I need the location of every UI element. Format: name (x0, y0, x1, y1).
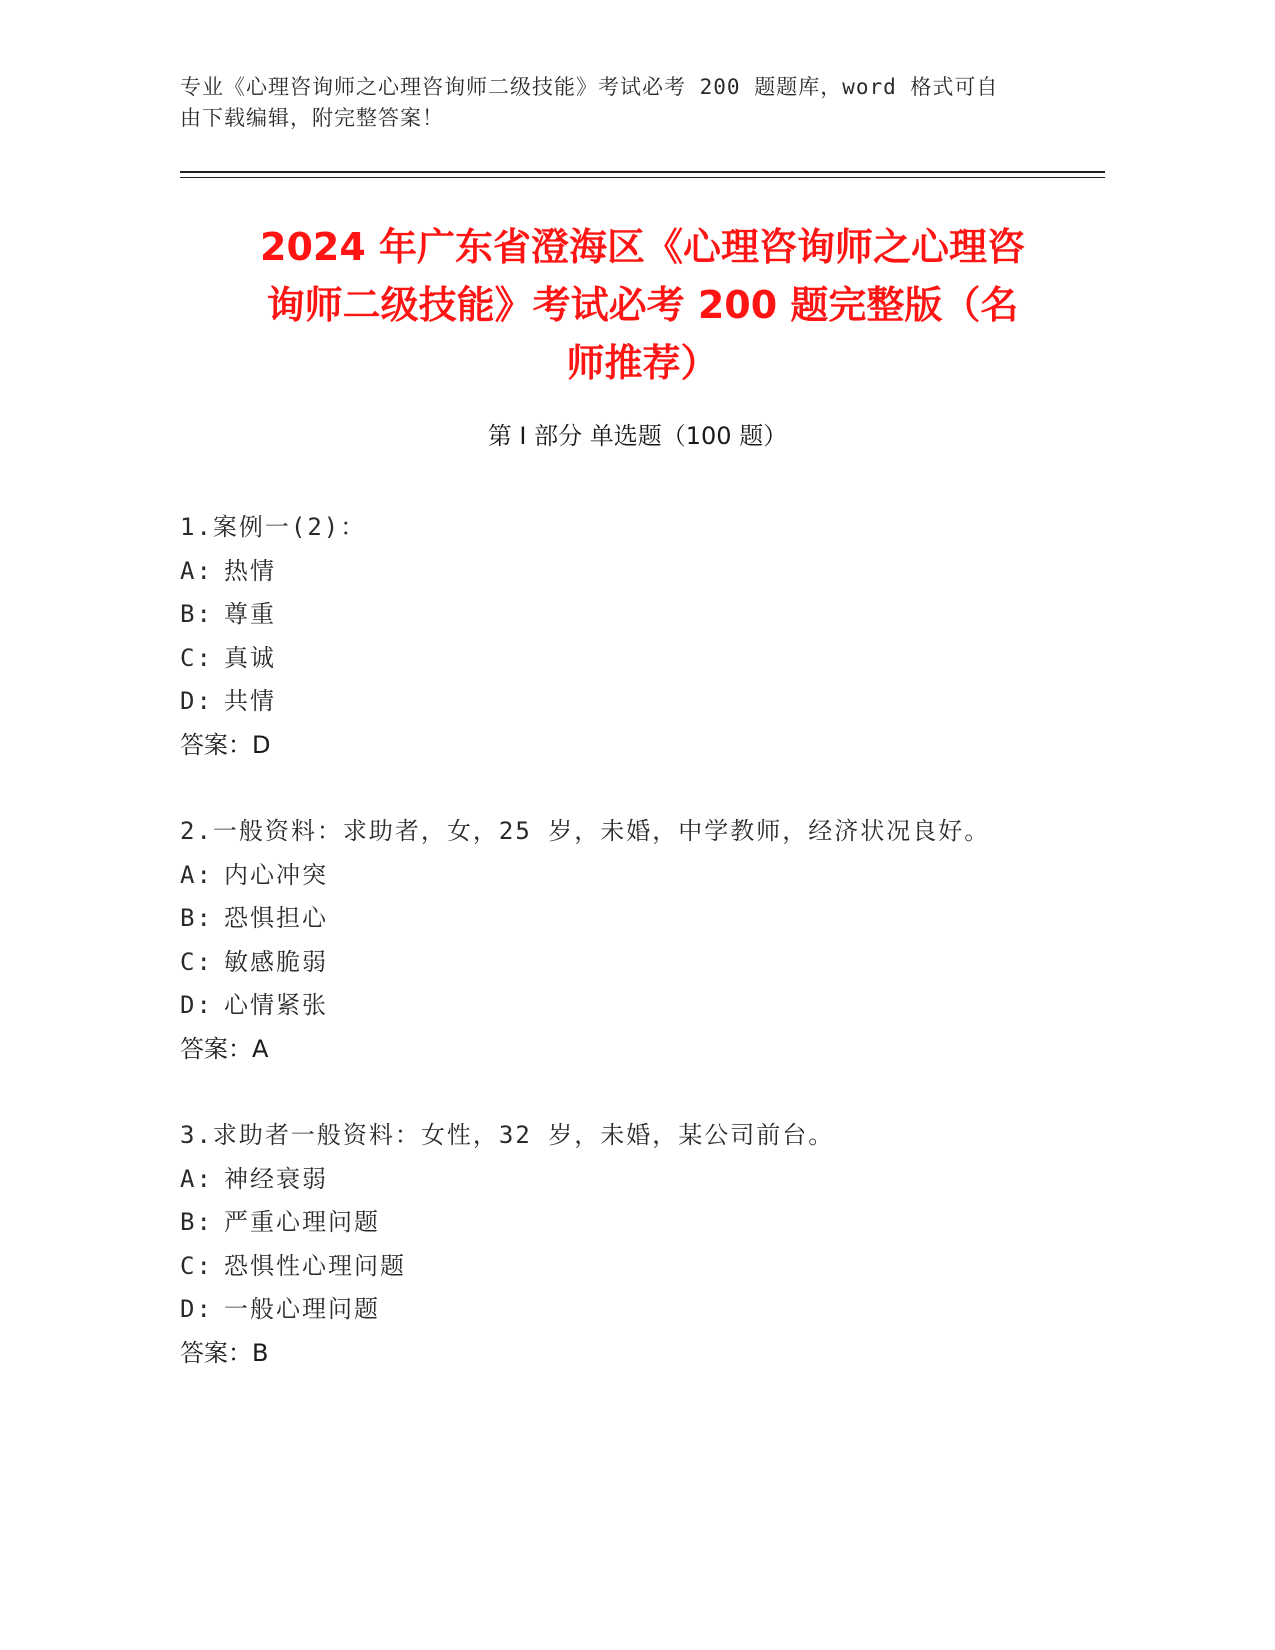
answer-line: 答案：B (180, 1338, 269, 1367)
document-title-line-2: 询师二级技能》考试必考 200 题完整版（名 (266, 283, 1019, 327)
option-text: 敏感脆弱 (224, 947, 328, 976)
option-d (180, 1288, 1080, 1332)
option-letter: A: (180, 860, 213, 889)
option-a (180, 1158, 1080, 1202)
question-list (180, 506, 1080, 1418)
option-text: 恐惧性心理问题 (224, 1251, 406, 1280)
option-letter: B: (180, 600, 213, 628)
option-letter: C: (180, 643, 213, 672)
question-stem: 1.案例一(2)： (180, 513, 367, 541)
header-note-line-1: 专业《心理咨询师之心理咨询师二级技能》考试必考 200 题题库，word 格式可自 (180, 75, 999, 99)
question-3 (180, 1114, 1080, 1375)
header-note-line-2: 由下载编辑，附完整答案！ (180, 106, 444, 130)
option-b (180, 1201, 1080, 1245)
option-letter: C: (180, 1251, 213, 1280)
option-text: 神经衰弱 (224, 1164, 328, 1193)
option-text: 共情 (224, 687, 276, 715)
document-title-line-3: 师推荐） (566, 341, 719, 385)
option-letter: D: (180, 1295, 213, 1323)
option-text: 尊重 (224, 600, 276, 628)
option-letter: C: (180, 947, 213, 976)
answer-line: 答案：D (180, 730, 271, 759)
section-heading: 第 I 部分 单选题（100 题） (487, 422, 788, 450)
option-text: 一般心理问题 (224, 1295, 380, 1323)
option-b (180, 593, 1080, 637)
header-rule-thick (180, 171, 1105, 173)
option-text: 热情 (224, 556, 276, 585)
document-title (175, 218, 1110, 392)
header-rule-thin (180, 177, 1105, 178)
option-d (180, 984, 1080, 1028)
option-letter: B: (180, 1208, 213, 1236)
option-c (180, 637, 1080, 681)
header-note (180, 72, 1040, 134)
option-c (180, 1245, 1080, 1289)
question-stem: 3.求助者一般资料：女性，32 岁，未婚，某公司前台。 (180, 1121, 835, 1149)
option-a (180, 550, 1080, 594)
option-letter: D: (180, 991, 213, 1019)
option-text: 严重心理问题 (224, 1208, 380, 1236)
option-letter: A: (180, 556, 213, 585)
answer-line: 答案：A (180, 1034, 269, 1063)
question-2 (180, 810, 1080, 1071)
document-title-line-1: 2024 年广东省澄海区《心理咨询师之心理咨 (260, 225, 1025, 269)
option-text: 内心冲突 (224, 860, 328, 889)
option-text: 真诚 (224, 643, 276, 672)
option-d (180, 680, 1080, 724)
option-text: 恐惧担心 (224, 904, 328, 932)
question-1 (180, 506, 1080, 767)
option-text: 心情紧张 (224, 991, 328, 1019)
option-letter: A: (180, 1164, 213, 1193)
question-stem: 2.一般资料：求助者，女，25 岁，未婚，中学教师，经济状况良好。 (180, 817, 991, 845)
option-b (180, 897, 1080, 941)
option-letter: B: (180, 904, 213, 932)
option-letter: D: (180, 687, 213, 715)
option-c (180, 941, 1080, 985)
option-a (180, 854, 1080, 898)
